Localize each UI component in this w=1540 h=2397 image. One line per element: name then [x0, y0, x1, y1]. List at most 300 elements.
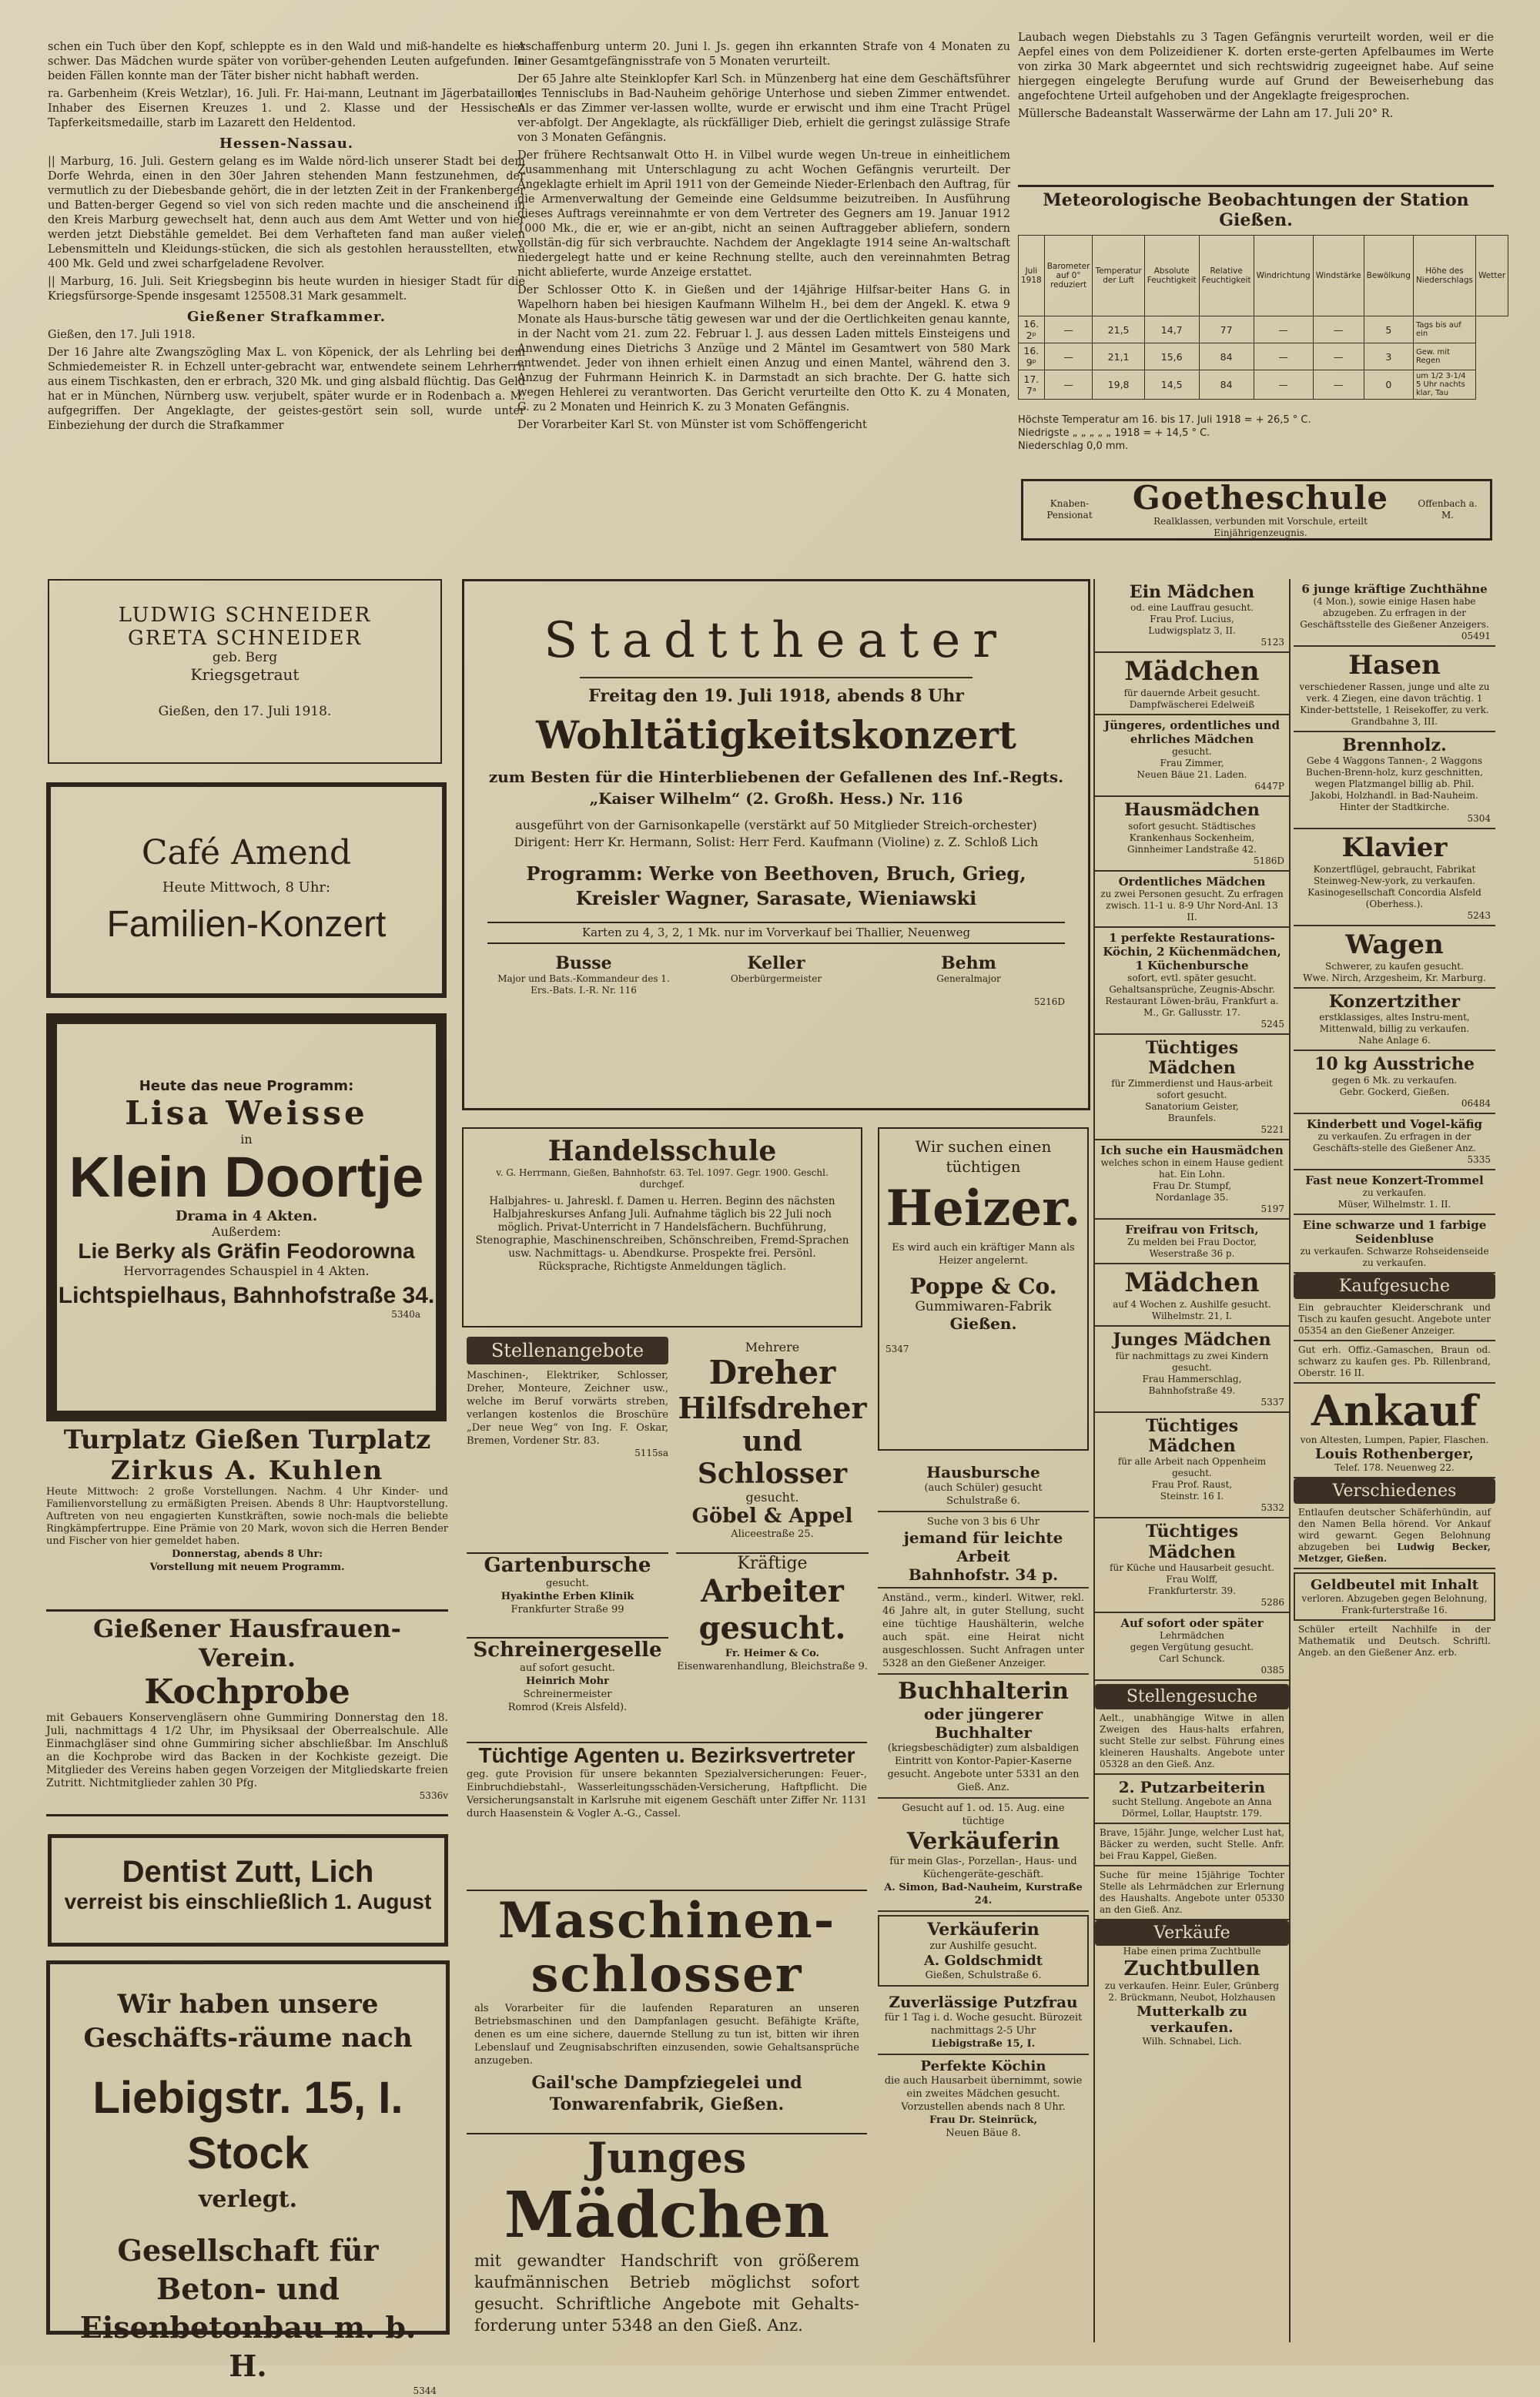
workers-ad	[676, 1552, 869, 1731]
ad-number: 5286	[1260, 1597, 1284, 1609]
ad-line: zur Aushilfe gesucht.	[929, 1940, 1037, 1952]
helper-ad	[878, 1512, 1089, 1589]
ad-headline: Eine schwarze und 1 farbige Seidenbluse	[1302, 1217, 1487, 1246]
ad-headline: Tüchtiges Mädchen	[1145, 1037, 1239, 1078]
circus-thursday: Donnerstag, abends 8 Uhr:	[171, 1548, 323, 1560]
ad-text: Anständ., verm., kinderl. Witwer, rekl. 46 Jahre alt, in guter Stellung, sucht eine tüchtige Haushälterin, welche auch spät. eine Heirat nicht ausgeschlossen. Sucht Anfragen unter 5328 an den Gießener Anzeiger.	[882, 1592, 1084, 1669]
ad-headline: Buchhalterin	[898, 1678, 1069, 1705]
cafe-amend-ad	[46, 782, 447, 998]
weather-title: Meteorologische Beobachtungen der Station Gießen.	[1043, 190, 1469, 230]
weather-day: 16.	[1023, 345, 1040, 357]
ad-line: Gesucht auf 1. od. 15. Aug. eine tüchtige	[902, 1803, 1065, 1827]
theater-date: Freitag den 19. Juli 1918, abends 8 Uhr	[588, 686, 964, 706]
weather-cell: 5	[1364, 316, 1413, 343]
weather-day: 16.	[1023, 318, 1040, 330]
ad-address: Eisenwarenhandlung, Bleichstraße 9.	[677, 1661, 868, 1672]
section-banner: Kaufgesuche	[1294, 1274, 1495, 1299]
ad-headline: Hausbursche	[926, 1463, 1040, 1481]
ad-headline: Schreinergeselle	[473, 1639, 662, 1662]
ad-text: zu verkaufen. Zu erfragen in der Geschäfts-stelle des Gießener Anz.	[1313, 1130, 1476, 1153]
weather-cell: 77	[1199, 316, 1254, 343]
housewives-text: mit Gebauers Konservengläsern ohne Gummiring Donnerstag den 18. Juli, nachmittags 4 1/2 Uhr, im Physiksaal der Oberrealschule. Alle Einmachgläser sind ohne Gummiring sicher abschließbar. Im Anschluß an die Kochprobe wird das Backen in der Kochkiste gezeigt. Die Mitglieder des Vereins haben gegen Vorzeigen der Mitgliedskarte freien Zutritt. Nichtmitglieder zahlen 30 Pfg.	[46, 1712, 448, 1789]
school-address: v. G. Herrmann, Gießen, Bahnhofstr. 63. Tel. 1097. Gegr. 1900. Geschl. durchgef.	[496, 1167, 829, 1190]
theater-program: Programm: Werke von Beethoven, Bruch, Grieg, Kreisler Wagner, Sarasate, Wieniawski	[526, 862, 1026, 909]
weather-cell: —	[1313, 316, 1364, 343]
weather-cell	[1019, 343, 1045, 370]
housewives-ad	[46, 1614, 448, 1816]
news-paragraph: Der 65 Jahre alte Steinklopfer Karl Sch. in Münzenberg hat eine dem Geschäftsführer des Tennisclubs in Bad-Nauheim gehörige Unterhose und sieben Zimmer entwendet. Als er das Zimmer ver-lassen wollte, wurde er erwischt und ihm eine Tracht Prügel ver-abfolgt. Der Angeklagte, als rückfälliger Dieb, erhielt die geringst zulässige Strafe von 3 Monaten Gefängnis.	[517, 73, 1010, 144]
ad-text: Schwerer, zu kaufen gesucht.	[1325, 960, 1464, 972]
weather-max: Höchste Temperatur am 16. bis 17. Juli 1918 = + 26,5 ° C.	[1018, 414, 1311, 426]
weather-cell: —	[1254, 370, 1313, 400]
weather-cell: —	[1044, 343, 1093, 370]
ad-headline: Zuchtbullen	[1123, 1957, 1260, 1981]
stoker-city: Gießen.	[949, 1314, 1017, 1333]
ad-address: Frankfurter Straße 99	[511, 1604, 624, 1615]
weather-cell	[1019, 370, 1045, 400]
ad-headline: Wagen	[1345, 929, 1444, 960]
ad-line: Frau Wolff,	[1166, 1574, 1218, 1585]
ad-number: 5335	[1467, 1153, 1491, 1165]
ad-address: Telef. 178. Neuenweg 22.	[1334, 1461, 1455, 1473]
cafe-time: Heute Mittwoch, 8 Uhr:	[162, 879, 331, 896]
ad-text: Suche für meine 15jährige Tochter Stelle als Lehrmädchen zur Erlernung des Haushalts. Angebote unter 05330 an den Gieß. Anz.	[1095, 1866, 1289, 1920]
ad-headline: Arbeiter gesucht.	[698, 1573, 846, 1646]
ad-headline: Hasen	[1348, 650, 1441, 681]
ad-headline: Fast neue Konzert-Trommel	[1305, 1173, 1484, 1187]
column-sale-ads	[1294, 579, 1495, 2342]
ad-text: (4 Mon.), sowie einige Hasen habe abzugeben. Zu erfragen in der Geschäftsstelle des Gießener Anzeigers.	[1300, 596, 1489, 630]
ad-text: erstklassiges, altes Instru-ment, Mittenwald, billig zu verkaufen.	[1319, 1012, 1470, 1035]
news-paragraph: Der Schlosser Otto K. in Gießen und der 14jährige Hilfsar-beiter Hans G. in Wapelhorn haben bei hiesigen Kaufmann Wilhelm H., bei dem der Angekl. K. etwa 9 Monate als Haus-bursche tätig gewesen war und der die Oertlichkeiten genau kannte, in der Nacht vom 21. zum 22. Februar l. J. aus dessen Laden mittels Einsteigens und Anwendung eines Dietrichs 3 Anzüge und 2 Mäntel im Gesamtwert von 580 Mark entwendet. Jeder von ihnen erhielt einen Anzug und einen Mantel, während den 3. Anzug der Fuhrmann Heinrich K. in Darmstadt an sich brachte. Der G. hatte sich wegen Hehlerei zu verantworten. Das Gericht verurteilte den Otto K. zu 4 Monaten, G. zu 2 Monaten und Heinrich K. zu 3 Monaten Gefängnis.	[517, 284, 1010, 413]
ad-text: geg. gute Provision für unsere bekannten Spezialversicherungen: Feuer-, Einbruchdiebstahl-, Wasserleitungsschäden-Versicherung, Haftpflicht. Die Versicherungsanstalt in Karlsruhe mit eigenem Geschäft unter Ziffer Nr. 1131 durch Haasenstein & Vogler A.-G., Cassel.	[467, 1769, 867, 1820]
classified-ad	[1294, 926, 1495, 989]
cinema-film2: Lie Berky als Gräfin Feodorowna	[78, 1239, 415, 1263]
ad-headline: Ich suche ein Hausmädchen	[1100, 1143, 1284, 1158]
ad-company: Göbel & Appel	[691, 1505, 853, 1528]
ad-headline: 1 perfekte Restaurations-Köchin, 2 Küchenmädchen, 1 Küchenbursche	[1103, 930, 1281, 973]
ad-number: 5347	[886, 1344, 909, 1354]
lost-purse-ad	[1294, 1572, 1495, 1621]
ad-text: od. eine Lauffrau gesucht.	[1130, 602, 1254, 614]
garden-boy-ad	[467, 1552, 668, 1634]
goethe-line: Realklassen, verbunden mit Vorschule, erteilt Einjährigenzeugnis.	[1153, 516, 1368, 538]
ad-number: 5123	[1260, 637, 1284, 648]
ad-headline: Junges Mädchen	[1113, 1330, 1271, 1351]
weather-col-header: Windrichtung	[1254, 236, 1313, 316]
classified-ad	[1095, 579, 1289, 653]
ad-number: 5304	[1467, 813, 1491, 825]
ad-number: 5245	[1260, 1018, 1284, 1029]
weather-cell: 3	[1364, 343, 1413, 370]
ad-text: Lehrmädchen	[1159, 1630, 1225, 1642]
ad-company: Hyakinthe Erben Klinik	[500, 1591, 634, 1602]
ad-number: 06484	[1461, 1097, 1491, 1109]
section-banner: Stellenangebote	[467, 1337, 668, 1364]
ad-text: auf 4 Wochen z. Aushilfe gesucht.	[1113, 1299, 1271, 1311]
classified-ad	[1294, 1114, 1495, 1170]
stoker-company: Poppe & Co.	[909, 1274, 1057, 1299]
ad-line: Neuen Bäue 21. Laden.	[1137, 769, 1247, 781]
stoker-title: Heizer.	[886, 1180, 1081, 1237]
ad-headline: Zuverlässige Putzfrau	[889, 1993, 1078, 2011]
relocation-ad	[46, 1960, 450, 2396]
ad-number: 5197	[1260, 1204, 1284, 1215]
circus-ad	[46, 1424, 448, 1612]
ad-headline: Tüchtiges Mädchen	[1145, 1522, 1239, 1562]
classified-ad	[1095, 1035, 1289, 1141]
housewives-title: Kochprobe	[144, 1672, 350, 1712]
weather-col-header: Wetter	[1476, 236, 1508, 316]
ad-headline: Hilfsdreher	[678, 1391, 867, 1425]
weather-cell: 14,7	[1144, 316, 1199, 343]
ad-headline: Tüchtige Agenten u. Bezirksvertreter	[478, 1743, 855, 1767]
ad-line: Braunfels.	[1167, 1113, 1217, 1124]
bride-name: GRETA SCHNEIDER	[127, 627, 363, 650]
young-girl-ad	[467, 2133, 867, 2350]
classified-ad	[1095, 1327, 1289, 1412]
ad-address: Gießen, Schulstraße 6.	[925, 1970, 1042, 1981]
ad-headline: jemand für leichte Arbeit	[903, 1528, 1063, 1565]
stoker-ad	[878, 1127, 1089, 1451]
ad-line: für 1 Tag i. d. Woche gesucht. Bürozeit nachmittags 2-5 Uhr	[884, 2012, 1083, 2037]
cinema-also: Außerdem:	[212, 1224, 281, 1239]
weather-report	[1018, 185, 1506, 460]
ad-number: 6447P	[1254, 781, 1284, 792]
theater-performers: ausgeführt von der Garnisonkapelle (verstärkt auf 50 Mitglieder Streich-orchester) Dirigent: Herr Kr. Hermann, Solist: Herr Ferd. Kaufmann (Violine) z. Z. Schloß Lich	[514, 818, 1039, 849]
ad-headline: Konzertzither	[1328, 991, 1461, 1012]
circus-text: Heute Mittwoch: 2 große Vorstellungen. Nachm. 4 Uhr Kinder- und Familienvorstellung zu ermäßigten Preisen. Abends 8 Uhr: Hauptvorstellung. Auftreten von neu engagierten Kunstkräften, sowie noch-mals die beliebte Ringkämpfertruppe. Eine Prämie von 20 Mark, wovon sich die Herren Bender und Fischer von hier gemeldet haben.	[46, 1486, 448, 1547]
ad-headline: und Schlosser	[697, 1425, 848, 1490]
cinema-star: Lisa Weisse	[125, 1094, 368, 1132]
relocation-company: Gesellschaft für Beton- und Eisenbetonbau m. b. H.	[79, 2233, 417, 2383]
classified-ad	[1095, 1413, 1289, 1519]
ad-number: 5221	[1260, 1124, 1284, 1136]
news-paragraph: || Marburg, 16. Juli. Gestern gelang es im Walde nörd-lich unserer Stadt bei dem Dorfe Wehrda, einen in den 30er Jahren stehenden Mann festzunehmen, der vermutlich zu der Diebesbande gehört, die in der letzten Zeit in der Frankenberger und Batten-berger Gegend so viel von sich reden machte und die anscheinend in den Kreis Marburg gewechselt hat, denn auch aus dem Amt Wetter und von hier werden jetzt Diebstähle gemeldet. Bei dem Verhafteten fand man außer vielen Lebensmitteln und Kleidungs-stücken, die sich als gestohlen herausstellten, etwa 400 Mk. Geld und zwei scharfgeladene Revolver.	[48, 156, 525, 270]
ad-headline: Mädchen	[1124, 656, 1260, 688]
section-banner: Stellengesuche	[1095, 1684, 1289, 1709]
cook-ad	[878, 2055, 1089, 2143]
ad-text: für Küche und Hausarbeit gesucht.	[1110, 1562, 1274, 1574]
news-column-1	[48, 40, 525, 564]
ad-headline: schlosser	[531, 1946, 803, 2004]
ad-text: als Vorarbeiter für die laufenden Reparaturen an unseren Betriebsmaschinen und den Dampfanlagen gesucht. Befähigte Kräfte, denen es um eine sichere, dauernde Stellung zu tun ist, bitten wir ihren Lebenslauf und Zeugnisabschriften einzusenden, sowie Gehaltsansprüche anzugeben.	[474, 2003, 859, 2067]
ad-text: sofort, evtl. später gesucht. Gehaltsansprüche, Zeugnis-Abschr. Restaurant Löwen-bräu, Frankfurt a. M., Gr. Gallusstr. 17.	[1105, 972, 1279, 1018]
dentist-name: Dentist Zutt, Lich	[122, 1855, 374, 1889]
ad-line: Gebr. Gockerd, Gießen.	[1339, 1086, 1450, 1097]
ad-number: 5243	[1467, 909, 1491, 921]
saleswoman-ad	[878, 1799, 1089, 1912]
cinema-film2-sub: Hervorragendes Schauspiel in 4 Akten.	[123, 1264, 370, 1278]
ad-address: Bahnhofstr. 34 p.	[908, 1565, 1059, 1584]
ad-line: Frau Dr. Stumpf,	[1152, 1180, 1232, 1192]
ad-line: Wilh. Schnabel, Lich.	[1142, 2036, 1242, 2047]
weather-col-header: Temperatur der Luft	[1093, 236, 1144, 316]
ad-line: Ludwigsplatz 3, II.	[1148, 625, 1236, 637]
wedding-date: Gießen, den 17. Juli 1918.	[158, 704, 332, 719]
ad-text: für mein Glas-, Porzellan-, Haus- und Küchengeräte-geschäft.	[889, 1856, 1077, 1880]
classified-ad	[1095, 797, 1289, 871]
classified-ad	[1294, 647, 1495, 732]
ad-number: 5115sa	[634, 1448, 668, 1458]
section-banner: Verkäufe	[1095, 1920, 1289, 1946]
ad-headline: Klavier	[1341, 832, 1448, 864]
ad-text: Konzertflügel, gebraucht, Fabrikat Steinweg-New-york, zu verkaufen.	[1313, 863, 1476, 886]
wanted-to-buy-section	[1294, 1274, 1495, 1384]
lathe-operator-ad	[676, 1340, 869, 1549]
stadttheater-ad	[462, 579, 1090, 1110]
classified-ad	[1294, 829, 1495, 926]
widower-ad	[878, 1589, 1089, 1675]
weather-col-header: Relative Feuchtigkeit	[1199, 236, 1254, 316]
machinist-ad	[467, 1894, 867, 2125]
purchase-ad	[1294, 1384, 1495, 1478]
classified-ad	[1095, 1613, 1289, 1681]
news-paragraph: Müllersche Badeanstalt Wasserwärme der Lahn am 17. Juli 20° R.	[1018, 108, 1394, 120]
cinema-venue: Lichtspielhaus, Bahnhofstraße 34.	[58, 1283, 435, 1308]
ad-number: 5337	[1260, 1396, 1284, 1408]
weather-cell: Tags bis auf ein	[1413, 316, 1475, 343]
weather-cell: Gew. mit Regen	[1413, 343, 1475, 370]
ad-line: Habe einen prima Zuchtbulle	[1123, 1946, 1261, 1957]
ad-headline: Hausmädchen	[1124, 800, 1260, 821]
stoker-text: Es wird auch ein kräftiger Mann als Heizer angelernt.	[892, 1242, 1075, 1267]
school-name: Handelsschule	[547, 1135, 777, 1167]
ad-headline: Verkäuferin	[906, 1828, 1060, 1855]
ad-headline: oder jüngerer Buchhalter	[923, 1705, 1043, 1742]
ad-text: (kriegsbeschädigter) zum alsbaldigen Eintritt von Kontor-Papier-Kaserne gesucht. Angebote unter 5331 an den Gieß. Anz.	[887, 1743, 1080, 1793]
ad-headline: Freifrau von Fritsch,	[1125, 1223, 1259, 1237]
stoker-intro: Wir suchen einen tüchtigen	[915, 1137, 1052, 1176]
ad-address: Schulstraße 6.	[946, 1495, 1020, 1507]
stoker-company-type: Gummiwaren-Fabrik	[915, 1299, 1052, 1314]
saleswoman-temp-ad	[878, 1915, 1089, 1987]
ad-headline: 2. Putzarbeiterin	[1118, 1778, 1266, 1797]
ad-company: Fr. Heimer & Co.	[725, 1648, 820, 1659]
ad-line: zu verkaufen. Heinr. Euler, Grünberg	[1104, 1980, 1280, 1992]
classified-ad	[1095, 653, 1289, 715]
theater-purpose: zum Besten für die Hinterbliebenen der Gefallenen des Inf.-Regts. „Kaiser Wilhelm“ (2. Großh. Hess.) Nr. 116	[488, 768, 1064, 808]
ad-line: Frau Prof. Raust,	[1151, 1479, 1233, 1491]
ad-text: für Zimmerdienst und Haus-arbeit sofort gesucht.	[1111, 1078, 1273, 1101]
section-heading: Gießener Strafkammer.	[186, 309, 387, 325]
news-paragraph: Der 16 Jahre alte Zwangszögling Max L. von Köpenick, der als Lehrling bei dem Schmiedemeister R. in Echzell unter-gebracht war, entwendete seinem Lehrherrn aus einem Tischkasten, den er erbrach, 320 Mk. und ging alsbald flüchtig. Das Geld hat er in München, Nürnberg usw. verjubelt, später wurde er in Rodenbach a. M. aufgegriffen. Der Angeklagte, der geistes-gestört sein soll, wurde unter Einbeziehung der durch die Strafkammer	[48, 346, 525, 432]
classified-ad	[1095, 1518, 1289, 1613]
ad-text: sofort gesucht. Städtisches Krankenhaus Sockenheim,	[1128, 820, 1256, 843]
theater-tickets: Karten zu 4, 3, 2, 1 Mk. nur im Vorverkauf bei Thallier, Neuenweg	[487, 922, 1065, 944]
ad-company: Ludwig Becker, Metzger, Gießen.	[1298, 1541, 1491, 1564]
classified-ad	[1294, 732, 1495, 829]
job-wanted-section	[1095, 1684, 1289, 1920]
wedding-type: Kriegsgetraut	[190, 665, 300, 684]
weather-row	[1019, 316, 1508, 343]
ad-line: Frau Zimmer,	[1160, 758, 1224, 769]
ad-line: 2. Brückmann, Neubot, Holzhausen	[1108, 1992, 1276, 2004]
weather-col-header: Bewölkung	[1364, 236, 1413, 316]
ad-company: Frau Dr. Steinrück,	[929, 2114, 1038, 2126]
ad-line: Frau Hammerschlag,	[1142, 1373, 1242, 1384]
circus-head: Turplatz Gießen Turplatz	[63, 1424, 431, 1455]
job-offer-text: Maschinen-, Elektriker, Schlosser, Dreher, Monteure, Zeichner usw., welche im Beruf vorwärts streben, verlangen kostenlos die Broschüre „Der neue Weg“ von Ing. F. Oskar, Bremen, Vordener Str. 83.	[467, 1370, 668, 1447]
ad-line: von Altesten, Lumpen, Papier, Flaschen.	[1300, 1434, 1489, 1445]
for-sale-section	[1095, 1920, 1289, 2047]
ad-number: 5340a	[391, 1309, 420, 1320]
theater-title: Stadttheater	[544, 612, 1009, 669]
theater-event: Wohltätigkeitskonzert	[536, 712, 1016, 758]
weather-cell: 14,5	[1144, 370, 1199, 400]
ad-text: Gut erh. Offiz.-Gamaschen, Braun od. schwarz zu kaufen ges. Pb. Rillenbrand, Oberstr. 16 II.	[1294, 1341, 1495, 1384]
ad-line: Wilhelmstr. 21, I.	[1151, 1311, 1233, 1322]
ad-line: Sanatorium Geister,	[1145, 1101, 1239, 1113]
ad-text: Zu melden bei Frau Doctor,	[1127, 1237, 1257, 1248]
weather-cell: —	[1254, 343, 1313, 370]
ad-line: Dampfwäscherei Edelweiß	[1129, 699, 1255, 711]
classified-ad	[1294, 1170, 1495, 1215]
cinema-drama: Drama in 4 Akten.	[175, 1208, 318, 1224]
ad-headline: Tüchtiges Mädchen	[1145, 1415, 1239, 1456]
ad-line: Weserstraße 36 p.	[1149, 1248, 1235, 1260]
relocation-l1: Wir haben unsere Geschäfts-räume nach	[83, 1989, 413, 2054]
carpenter-ad	[467, 1637, 668, 1731]
ad-headline: Perfekte Köchin	[920, 2058, 1046, 2074]
relocation-address: Liebigstr. 15, I. Stock	[92, 2073, 403, 2178]
signatory-name: Keller	[747, 953, 805, 973]
news-paragraph: schen ein Tuch über den Kopf, schleppte es in den Wald und miß-handelte es hier schwer. Das Mädchen wurde später von vorüber-gehenden Leuten aufgefunden. In beiden Fällen konnte man der Täter bisher nicht habhaft werden.	[48, 41, 525, 82]
classified-ad	[1294, 1215, 1495, 1274]
weather-cell: —	[1044, 370, 1093, 400]
weather-col-header: Absolute Feuchtigkeit	[1144, 236, 1199, 316]
wedding-announcement	[48, 579, 442, 764]
cinema-title: Klein Doortje	[69, 1145, 424, 1209]
column-maid-ads	[1093, 579, 1291, 2342]
classified-ad	[1294, 1051, 1495, 1113]
ad-headline: Ein Mädchen	[1129, 582, 1255, 602]
ad-text: zu verkaufen.	[1362, 1187, 1427, 1198]
ad-line: Steinstr. 16 I.	[1160, 1491, 1224, 1502]
ad-text: gegen 6 Mk. zu verkaufen.	[1331, 1074, 1458, 1086]
relocation-moved: verlegt.	[198, 2186, 298, 2213]
ad-text: Gebe 4 Waggons Tannen-, 2 Waggons Buchen-Brenn-holz, kurz geschnitten, wegen Platzmangel billig ab. Phil. Jakobi, Holzhandl. in Bad-Nauheim. Hinter der Stadtkirche.	[1306, 755, 1483, 813]
weather-cell: —	[1313, 370, 1364, 400]
ad-line: Ginnheimer Landstraße 42.	[1127, 843, 1257, 855]
ad-headline: Auf sofort oder später	[1120, 1616, 1264, 1631]
bookkeeper-ad	[878, 1675, 1089, 1799]
goethe-left: Knaben-Pensionat	[1046, 498, 1093, 521]
weather-cell: —	[1044, 316, 1093, 343]
weather-cell: 19,8	[1093, 370, 1144, 400]
ad-address: Liebigstraße 15, I.	[931, 2038, 1036, 2050]
ad-text: welches schon in einem Hause gedient hat. Ein Lohn.	[1100, 1157, 1284, 1180]
classified-ad	[1294, 579, 1495, 647]
classified-ad	[1095, 715, 1289, 797]
ad-text: für dauernde Arbeit gesucht.	[1123, 688, 1260, 699]
cinema-intro: Heute das neue Programm:	[139, 1078, 354, 1094]
ad-line: gegen Vergütung gesucht.	[1130, 1642, 1254, 1653]
signatory-name: Behm	[941, 953, 996, 973]
ad-line: Schreinermeister	[523, 1689, 612, 1700]
ad-number: 5186D	[1253, 855, 1284, 866]
ad-headline: Mutterkalb zu verkaufen.	[1137, 2004, 1247, 2037]
ad-text: für alle Arbeit nach Oppenheim gesucht.	[1117, 1456, 1267, 1479]
miscellaneous-section	[1294, 1478, 1495, 1569]
news-column-3	[1018, 31, 1494, 185]
dentist-ad	[48, 1834, 448, 1947]
news-paragraph: Laubach wegen Diebstahls zu 3 Tagen Gefängnis verurteilt worden, weil er die Aepfel eines von dem Polizeidiener K. dorten erste-gerten Apfelbaumes im Werte von zirka 30 Mark abgeerntet und sich rechtswidrig zugeeignet habe. Auf seine hiergegen eingelegte Berufung wurde auf Grund der Beweiserhebung das angefochtene Urteil aufgehoben und der Angeklagte freigesprochen.	[1018, 32, 1494, 102]
goethe-right: Offenbach a. M.	[1418, 498, 1478, 521]
classified-ad	[1095, 872, 1289, 928]
weather-col-header: Barometer auf 0° reduziert	[1044, 236, 1093, 316]
ad-headline: Mädchen	[504, 2178, 830, 2252]
ad-headline: Brennholz.	[1342, 735, 1447, 755]
weather-cell	[1019, 316, 1045, 343]
section-banner: Verschiedenes	[1294, 1478, 1495, 1504]
weather-cell: —	[1313, 343, 1364, 370]
ad-company: Louis Rothenberger,	[1315, 1445, 1474, 1462]
ad-number: 0385	[1260, 1665, 1284, 1676]
ad-text: zu zwei Personen gesucht. Zu erfragen zwisch. 11-1 u. 8-9 Uhr Nord-Anl. 13 II.	[1100, 888, 1284, 922]
cinema-ad	[46, 1013, 447, 1421]
news-paragraph: Aschaffenburg unterm 20. Juni l. Js. gegen ihn erkannten Strafe von 4 Monaten zu einer Gesamtgefängnisstrafe von 5 Monaten verurteilt.	[517, 41, 1010, 68]
weather-col-header: Juli 1918	[1019, 236, 1045, 316]
ad-number: 5344	[413, 2385, 437, 2396]
ad-line: Suche von 3 bis 6 Uhr	[926, 1516, 1040, 1528]
weather-col-header: Windstärke	[1313, 236, 1364, 316]
bride-maiden: geb. Berg	[212, 650, 278, 665]
ad-headline: Kinderbett und Vogel-käfig	[1307, 1116, 1482, 1131]
ad-headline: Gartenbursche	[484, 1554, 651, 1577]
weather-cell: 21,5	[1093, 316, 1144, 343]
classified-ad	[1095, 928, 1289, 1035]
ad-company: A. Simon, Bad-Nauheim, Kurstraße 24.	[884, 1882, 1083, 1907]
news-dateline: Gießen, den 17. Juli 1918.	[48, 329, 196, 341]
weather-min: Niedrigste „ „ „ „ „ 1918 = + 14,5 ° C.	[1018, 427, 1210, 439]
news-column-2	[517, 40, 1010, 564]
ad-text: sucht Stellung. Angebote an Anna Dörmel, Lollar, Hauptstr. 179.	[1112, 1796, 1272, 1820]
ad-line: Kasinogesellschaft Concordia Alsfeld (Oberhess.).	[1307, 886, 1481, 909]
ad-text	[1294, 1504, 1495, 1569]
ad-text: gesucht.	[1172, 746, 1212, 758]
cafe-name: Café Amend	[141, 833, 352, 872]
ad-number: 05491	[1461, 631, 1491, 641]
ad-line: (auch Schüler) gesucht	[924, 1482, 1043, 1494]
weather-row	[1019, 370, 1508, 400]
commercial-school-ad	[462, 1127, 862, 1327]
job-offers-section	[467, 1337, 668, 1537]
ad-number: 5332	[1260, 1502, 1284, 1514]
cinema-in: in	[240, 1132, 253, 1147]
ad-number: 5216D	[1033, 996, 1065, 1007]
ad-address: Aliceestraße 25.	[731, 1528, 814, 1540]
signatory-title: Major und Bats.-Kommandeur des 1. Ers.-Bats. I.-R. Nr. 116	[497, 973, 670, 996]
housewives-head: Gießener Hausfrauen-Verein.	[93, 1614, 401, 1672]
ad-line: Carl Schunck.	[1159, 1653, 1225, 1665]
ad-headline: Dreher	[708, 1354, 836, 1391]
ad-line: Nordanlage 35.	[1155, 1192, 1229, 1204]
ad-text: zu verkaufen. Schwarze Rohseidenseide zu verkaufen.	[1300, 1245, 1489, 1268]
ad-company: A. Goldschmidt	[923, 1953, 1043, 1969]
ad-text: verschiedener Rassen, junge und alte zu verk. 4 Ziegen, eine davon trächtig. 1 Kinder-bettstelle, 1 Reisekoffer, zu verk. Grandbahne 3, III.	[1299, 681, 1490, 727]
agents-ad	[467, 1742, 867, 1891]
circus-name: Zirkus A. Kuhlen	[110, 1455, 384, 1486]
ad-line: Kräftige	[737, 1554, 808, 1573]
weather-cell: 0	[1364, 370, 1413, 400]
weather-cell: —	[1254, 316, 1313, 343]
ad-line: Frau Prof. Lucius,	[1150, 614, 1234, 625]
ad-headline: Ordentliches Mädchen	[1118, 874, 1266, 889]
ad-headline: Maschinen-	[497, 1892, 836, 1950]
dentist-note: verreist bis einschließlich 1. August	[64, 1890, 432, 1913]
weather-time: 2ᵖ	[1026, 330, 1037, 341]
